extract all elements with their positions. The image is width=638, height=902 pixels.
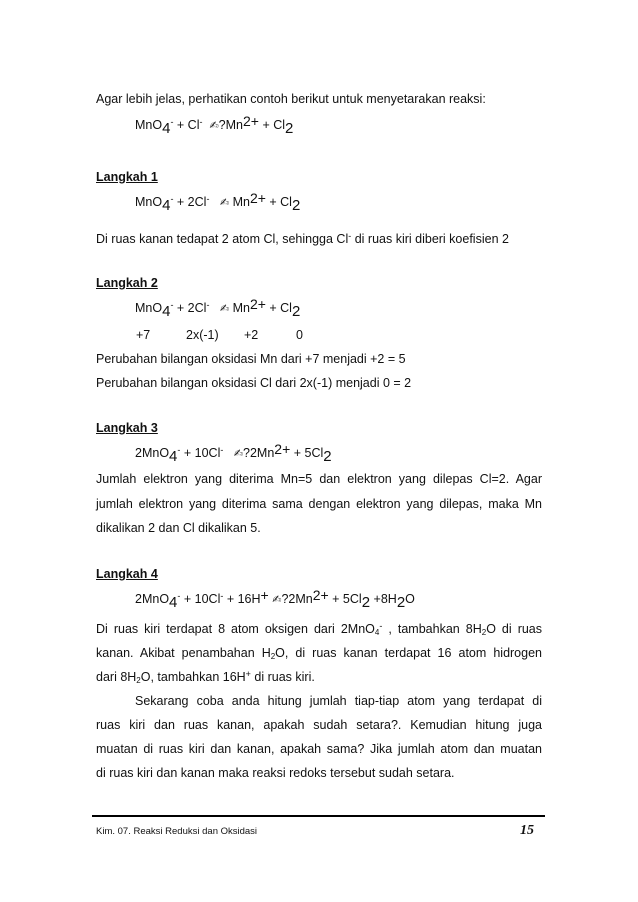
- step2-equation: MnO$_4$- + 2Cl- ✍ $Mn^{2+} + Cl_2$: [135, 296, 301, 320]
- step3-para-line3: dikalikan 2 dan Cl dikalikan 5.: [96, 521, 261, 535]
- step4-para-line2: kanan. Akibat penambahan $H_2O$, di ruas kanan terdapat 16 atom hidrogen: [96, 646, 542, 661]
- step4-para-line1: Di ruas kiri terdapat 8 atom oksigen dari 2MnO$_4$- , tambahkan $8H_2O$ di ruas: [96, 621, 543, 637]
- step4-equation: 2MnO$_4$- + 10Cl- + 16H+ $✍?2Mn^{2+} + 5Cl_2 +8H_2O$: [135, 587, 415, 611]
- step3-para-line2: jumlah elektron yang diterima sama dengan elektron yang dilepas, maka Mn: [96, 497, 542, 511]
- arrow-icon: ✍: [233, 447, 243, 460]
- step4-para-line6: muatan di ruas kiri dan kanan, apakah sama? Jika jumlah atom dan muatan: [96, 742, 542, 756]
- ox-number-mn-right: +2: [244, 328, 259, 342]
- equation-initial: MnO$_4$- + Cl- $✍?Mn^{2+} + Cl_2$: [135, 113, 294, 137]
- step4-heading: Langkah 4: [96, 567, 158, 581]
- footer-divider: [92, 815, 545, 817]
- step2-line2: Perubahan bilangan oksidasi Cl dari 2x(-1) menjadi 0 = 2: [96, 376, 412, 390]
- step1-heading: Langkah 1: [96, 170, 158, 184]
- step3-heading: Langkah 3: [96, 421, 158, 435]
- page-number: 15: [520, 823, 534, 838]
- step3-equation: 2MnO$_4$- + 10Cl- $✍?2Mn^{2+} + 5Cl_2$: [135, 441, 332, 465]
- step3-para-line1: Jumlah elektron yang diterima Mn=5 dan elektron yang dilepas Cl=2. Agar: [96, 472, 542, 486]
- step4-para-line7: di ruas kiri dan kanan maka reaksi redoks tersebut sudah setara.: [96, 766, 455, 780]
- step4-para-line5: ruas kiri dan ruas kanan, apakah sudah setara?. Kemudian hitung juga: [96, 718, 542, 732]
- arrow-icon: ✍: [209, 119, 219, 132]
- step2-line1: Perubahan bilangan oksidasi Mn dari +7 menjadi +2 = 5: [96, 352, 406, 366]
- step4-para-line4: Sekarang coba anda hitung jumlah tiap-tiap atom yang terdapat di: [135, 694, 542, 708]
- step4-para-line3: dari $8H_2O$, tambahkan 16H+ di ruas kiri.: [96, 669, 315, 685]
- step1-note: Di ruas kanan tedapat 2 atom Cl, sehingga Cl- di ruas kiri diberi koefisien 2: [96, 231, 509, 246]
- ox-number-cl-right: 0: [296, 328, 303, 342]
- intro-text: Agar lebih jelas, perhatikan contoh berikut untuk menyetarakan reaksi:: [96, 92, 486, 106]
- footer-title: Kim. 07. Reaksi Reduksi dan Oksidasi: [96, 826, 258, 837]
- arrow-icon: ✍: [272, 593, 282, 606]
- arrow-icon: ✍: [219, 196, 230, 209]
- step2-heading: Langkah 2: [96, 276, 158, 290]
- ox-number-cl-left: 2x(-1): [186, 328, 219, 342]
- arrow-icon: ✍: [219, 302, 230, 315]
- step1-equation: MnO$_4$- + 2Cl- ✍ $Mn^{2+} + Cl_2$: [135, 190, 301, 214]
- ox-number-mn-left: +7: [136, 328, 151, 342]
